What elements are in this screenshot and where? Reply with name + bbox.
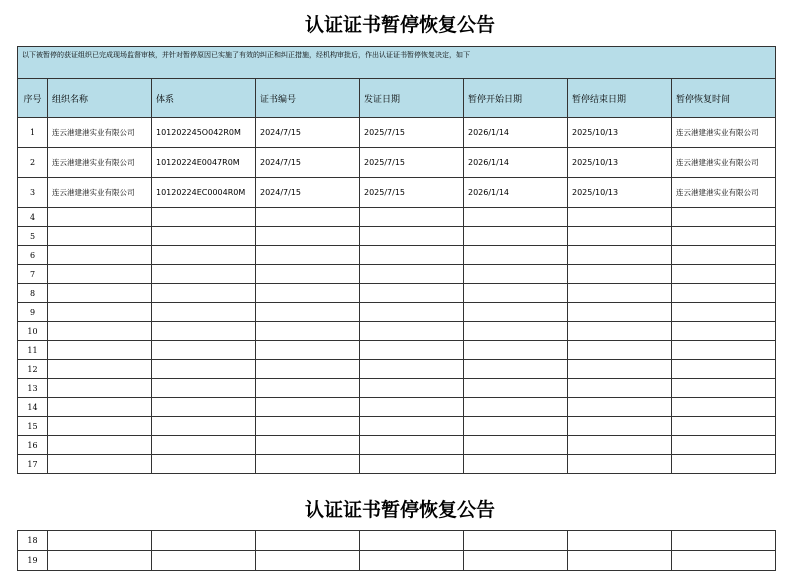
cell-pause-start: 2026/1/14 [464, 148, 568, 178]
empty-cell [672, 455, 776, 474]
empty-cell [464, 284, 568, 303]
table-row [18, 531, 776, 551]
table-row [18, 551, 776, 571]
empty-cell [672, 531, 776, 551]
cell-index: 19 [18, 551, 48, 571]
cell-index: 10 [18, 322, 48, 341]
table-row [18, 436, 776, 455]
empty-cell [464, 455, 568, 474]
empty-cell [568, 455, 672, 474]
empty-cell [568, 379, 672, 398]
table-row [18, 246, 776, 265]
header-issue-date: 发证日期 [360, 79, 464, 118]
header-pause-start: 暂停开始日期 [464, 79, 568, 118]
table-row [18, 360, 776, 379]
empty-cell [256, 284, 360, 303]
empty-cell [48, 417, 152, 436]
cell-index: 16 [18, 436, 48, 455]
cell-index: 5 [18, 227, 48, 246]
cell-index: 3 [18, 178, 48, 208]
table-row [18, 303, 776, 322]
empty-cell [256, 531, 360, 551]
cell-pause-start: 2026/1/14 [464, 118, 568, 148]
empty-cell [48, 379, 152, 398]
empty-cell [152, 398, 256, 417]
empty-cell [360, 360, 464, 379]
empty-cell [568, 208, 672, 227]
table-row [18, 148, 776, 178]
table-row [18, 379, 776, 398]
empty-cell [464, 379, 568, 398]
cell-index: 12 [18, 360, 48, 379]
empty-cell [672, 417, 776, 436]
empty-cell [152, 531, 256, 551]
empty-cell [464, 360, 568, 379]
table-row [18, 398, 776, 417]
empty-cell [152, 455, 256, 474]
cell-system: 10120224E0047R0M [152, 148, 256, 178]
empty-cell [48, 341, 152, 360]
empty-cell [568, 360, 672, 379]
empty-cell [672, 436, 776, 455]
cell-index: 18 [18, 531, 48, 551]
empty-cell [152, 322, 256, 341]
empty-cell [152, 227, 256, 246]
empty-cell [152, 379, 256, 398]
cell-org: 连云港建港实业有限公司 [48, 118, 152, 148]
cell-issue-date: 2025/7/15 [360, 178, 464, 208]
empty-cell [48, 227, 152, 246]
header-restore-time: 暂停恢复时间 [672, 79, 776, 118]
empty-cell [360, 531, 464, 551]
cell-index: 1 [18, 118, 48, 148]
table-row [18, 178, 776, 208]
empty-cell [256, 417, 360, 436]
cell-system: 10120224EC0004R0M [152, 178, 256, 208]
cell-cert-no: 2024/7/15 [256, 178, 360, 208]
empty-cell [464, 322, 568, 341]
empty-cell [48, 246, 152, 265]
cell-index: 2 [18, 148, 48, 178]
empty-cell [152, 208, 256, 227]
empty-cell [568, 322, 672, 341]
empty-cell [48, 398, 152, 417]
cell-org: 连云港建港实业有限公司 [48, 178, 152, 208]
empty-cell [48, 265, 152, 284]
empty-cell [256, 341, 360, 360]
empty-cell [256, 551, 360, 571]
empty-cell [48, 284, 152, 303]
empty-cell [568, 265, 672, 284]
table-row [18, 341, 776, 360]
cell-index: 15 [18, 417, 48, 436]
table-row [18, 455, 776, 474]
empty-cell [464, 436, 568, 455]
cell-restore-time: 连云港建港实业有限公司 [672, 118, 776, 148]
cell-index: 6 [18, 246, 48, 265]
table-row [18, 284, 776, 303]
empty-cell [256, 455, 360, 474]
empty-cell [48, 551, 152, 571]
header-row [18, 79, 776, 118]
empty-cell [152, 284, 256, 303]
empty-cell [672, 246, 776, 265]
cell-org: 连云港建港实业有限公司 [48, 148, 152, 178]
empty-cell [464, 531, 568, 551]
empty-cell [256, 379, 360, 398]
cell-index: 9 [18, 303, 48, 322]
empty-cell [672, 398, 776, 417]
empty-cell [464, 265, 568, 284]
suspension-table-continued [17, 530, 776, 571]
empty-cell [672, 284, 776, 303]
cell-restore-time: 连云港建港实业有限公司 [672, 178, 776, 208]
empty-cell [152, 341, 256, 360]
cell-index: 8 [18, 284, 48, 303]
notice-row [18, 47, 776, 79]
empty-cell [672, 265, 776, 284]
empty-cell [256, 436, 360, 455]
cell-issue-date: 2025/7/15 [360, 148, 464, 178]
empty-cell [568, 284, 672, 303]
cell-pause-end: 2025/10/13 [568, 118, 672, 148]
header-cert-no: 证书编号 [256, 79, 360, 118]
empty-cell [256, 322, 360, 341]
cell-cert-no: 2024/7/15 [256, 148, 360, 178]
empty-cell [360, 265, 464, 284]
cell-index: 11 [18, 341, 48, 360]
empty-cell [360, 436, 464, 455]
cell-index: 4 [18, 208, 48, 227]
empty-cell [464, 341, 568, 360]
empty-cell [48, 360, 152, 379]
table-row [18, 208, 776, 227]
table-row [18, 265, 776, 284]
header-index: 序号 [18, 79, 48, 118]
empty-cell [256, 246, 360, 265]
cell-pause-end: 2025/10/13 [568, 178, 672, 208]
cell-system: 101202245O042R0M [152, 118, 256, 148]
empty-cell [360, 455, 464, 474]
empty-cell [48, 208, 152, 227]
page-title: 认证证书暂停恢复公告 [304, 14, 495, 36]
empty-cell [360, 341, 464, 360]
empty-cell [360, 246, 464, 265]
table-row [18, 227, 776, 246]
empty-cell [360, 227, 464, 246]
notice-text: 以下被暂停的获证组织已完成现场监督审核，并针对暂停原因已实施了有效的纠正和纠正措施，经机构审批后，作出认证证书暂停恢复决定，如下 [18, 47, 776, 79]
empty-cell [360, 379, 464, 398]
empty-cell [464, 227, 568, 246]
cell-index: 13 [18, 379, 48, 398]
empty-cell [672, 227, 776, 246]
empty-cell [568, 531, 672, 551]
header-org: 组织名称 [48, 79, 152, 118]
empty-cell [152, 246, 256, 265]
empty-cell [152, 303, 256, 322]
empty-cell [152, 265, 256, 284]
empty-cell [568, 341, 672, 360]
empty-cell [256, 398, 360, 417]
empty-cell [48, 436, 152, 455]
table-row [18, 322, 776, 341]
header-pause-end: 暂停结束日期 [568, 79, 672, 118]
empty-cell [672, 322, 776, 341]
empty-cell [152, 360, 256, 379]
empty-cell [464, 417, 568, 436]
cell-index: 7 [18, 265, 48, 284]
empty-cell [360, 417, 464, 436]
empty-cell [464, 208, 568, 227]
empty-cell [568, 417, 672, 436]
empty-cell [256, 208, 360, 227]
cell-pause-end: 2025/10/13 [568, 148, 672, 178]
header-system: 体系 [152, 79, 256, 118]
empty-cell [360, 322, 464, 341]
empty-cell [256, 227, 360, 246]
empty-cell [360, 284, 464, 303]
suspension-table [17, 46, 776, 474]
empty-cell [360, 551, 464, 571]
empty-cell [48, 531, 152, 551]
empty-cell [152, 417, 256, 436]
cell-issue-date: 2025/7/15 [360, 118, 464, 148]
empty-cell [464, 398, 568, 417]
empty-cell [672, 208, 776, 227]
empty-cell [672, 379, 776, 398]
empty-cell [464, 551, 568, 571]
empty-cell [360, 303, 464, 322]
empty-cell [672, 360, 776, 379]
empty-cell [256, 360, 360, 379]
cell-restore-time: 连云港建港实业有限公司 [672, 148, 776, 178]
empty-cell [256, 303, 360, 322]
empty-cell [672, 341, 776, 360]
empty-cell [672, 551, 776, 571]
cell-pause-start: 2026/1/14 [464, 178, 568, 208]
cell-cert-no: 2024/7/15 [256, 118, 360, 148]
empty-cell [568, 551, 672, 571]
empty-cell [568, 398, 672, 417]
empty-cell [464, 246, 568, 265]
empty-cell [48, 322, 152, 341]
empty-cell [360, 208, 464, 227]
empty-cell [568, 227, 672, 246]
empty-cell [360, 398, 464, 417]
empty-cell [256, 265, 360, 284]
empty-cell [48, 455, 152, 474]
empty-cell [48, 303, 152, 322]
cell-index: 17 [18, 455, 48, 474]
empty-cell [568, 303, 672, 322]
empty-cell [152, 436, 256, 455]
cell-index: 14 [18, 398, 48, 417]
empty-cell [464, 303, 568, 322]
table-row [18, 417, 776, 436]
table-row [18, 118, 776, 148]
empty-cell [152, 551, 256, 571]
empty-cell [672, 303, 776, 322]
page-title-repeat: 认证证书暂停恢复公告 [304, 499, 495, 521]
empty-cell [568, 246, 672, 265]
empty-cell [568, 436, 672, 455]
